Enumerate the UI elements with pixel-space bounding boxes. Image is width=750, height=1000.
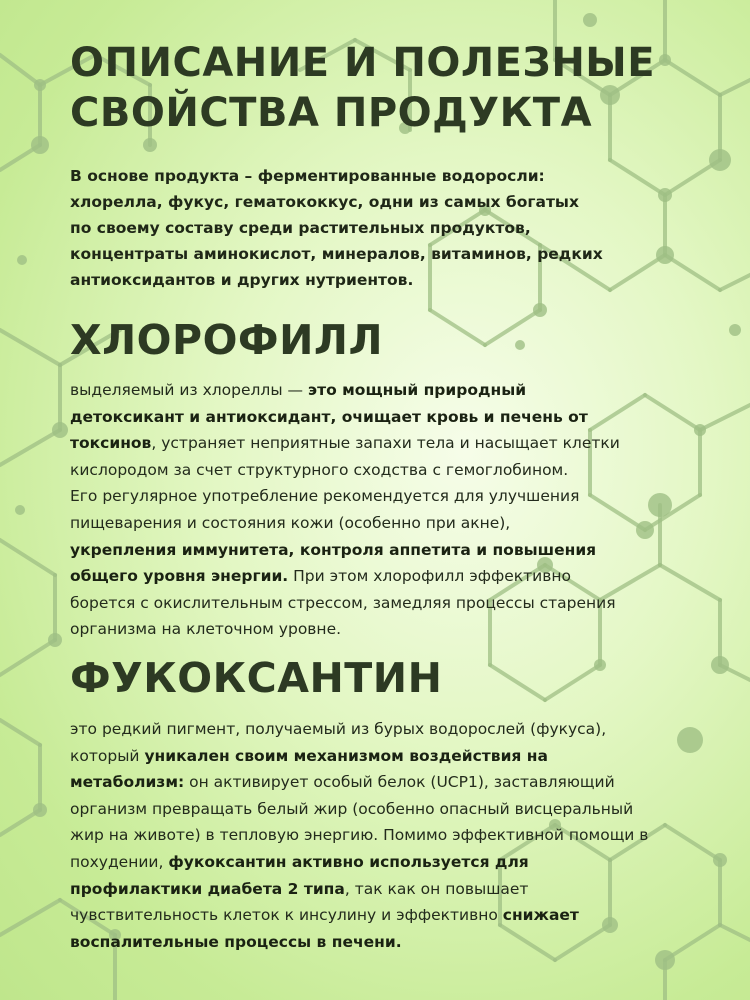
highlighted-text: это мощный природный	[307, 381, 527, 399]
body-text: это редкий пигмент, получаемый из бурых водорослей (фукуса),	[70, 720, 607, 738]
paragraph-line	[70, 404, 735, 431]
body-text: организма на клеточном уровне.	[70, 620, 342, 639]
paragraph-line	[70, 743, 735, 770]
paragraph-line	[70, 430, 735, 457]
highlighted-text: снижает	[502, 906, 579, 925]
intro-line: хлорелла, фукус, гематококкус, одни из самых богатых	[70, 193, 579, 211]
paragraph-line	[70, 902, 735, 929]
page-title	[70, 38, 655, 138]
highlighted-text: воспалительные процессы в печени.	[70, 932, 402, 951]
paragraph-line	[70, 849, 735, 876]
body-text: , так как он повышает	[344, 879, 529, 898]
paragraph-line	[70, 537, 735, 564]
intro-line: по своему составу среди растительных продуктов,	[70, 219, 531, 237]
paragraph-line	[70, 929, 735, 956]
paragraph-line	[70, 716, 735, 743]
paragraph-line	[70, 483, 735, 510]
highlighted-text: общего уровня энергии.	[70, 567, 289, 586]
page-title-line-2: СВОЙСТВА ПРОДУКТА	[70, 90, 593, 136]
paragraph-line	[70, 796, 735, 823]
intro-line: В основе продукта – ферментированные водоросли:	[70, 167, 545, 185]
intro-line: концентраты аминокислот, минералов, витаминов, редких	[70, 245, 603, 263]
page-title-line-1: ОПИСАНИЕ И ПОЛЕЗНЫЕ	[70, 40, 656, 86]
body-text: При этом хлорофилл эффективно	[288, 567, 571, 586]
body-text: похудении,	[70, 852, 169, 871]
body-text: он активирует особый белок (UCP1), заставляющий	[184, 773, 615, 792]
highlighted-text: укрепления иммунитета, контроля аппетита и повышения	[70, 540, 597, 559]
chlorophyll-heading: ХЛОРОФИЛЛ	[70, 316, 384, 364]
body-text: , устраняет неприятные запахи тела и насыщает клетки	[151, 434, 620, 453]
body-text: Его регулярное употребление рекомендуется для улучшения	[70, 487, 580, 506]
paragraph-line	[70, 616, 735, 643]
body-text: жир на животе) в тепловую энергию. Помимо эффективной помощи в	[70, 826, 649, 845]
highlighted-text: уникален своим механизмом воздействия на	[144, 746, 548, 765]
chlorophyll-paragraph	[70, 377, 735, 643]
highlighted-text: профилактики диабета 2 типа	[70, 879, 345, 898]
fucoxanthin-paragraph	[70, 716, 735, 955]
fucoxanthin-heading: ФУКОКСАНТИН	[70, 654, 443, 702]
body-text: который	[70, 746, 145, 765]
body-text: организм превращать белый жир (особенно опасный висцеральный	[70, 799, 634, 818]
paragraph-line	[70, 876, 735, 903]
body-text: борется с окислительным стрессом, замедляя процессы старения	[70, 593, 616, 612]
highlighted-text: фукоксантин активно используется для	[168, 852, 529, 871]
paragraph-line	[70, 563, 735, 590]
paragraph-line	[70, 377, 735, 404]
highlighted-text: метаболизм:	[70, 773, 185, 792]
body-text: кислородом за счет структурного сходства с гемоглобином.	[70, 460, 569, 479]
paragraph-line	[70, 510, 735, 537]
body-text: пищеварения и состояния кожи (особенно при акне),	[70, 513, 511, 532]
paragraph-line	[70, 590, 735, 617]
paragraph-line	[70, 769, 735, 796]
body-text: чувствительность клеток к инсулину и эффективно	[70, 906, 503, 925]
body-text: выделяемый из хлореллы —	[70, 381, 308, 399]
intro-line: антиоксидантов и других нутриентов.	[70, 271, 414, 289]
paragraph-line	[70, 822, 735, 849]
highlighted-text: токсинов	[70, 434, 152, 453]
intro-paragraph	[70, 163, 735, 293]
paragraph-line	[70, 457, 735, 484]
highlighted-text: детоксикант и антиоксидант, очищает кровь и печень от	[70, 407, 588, 426]
